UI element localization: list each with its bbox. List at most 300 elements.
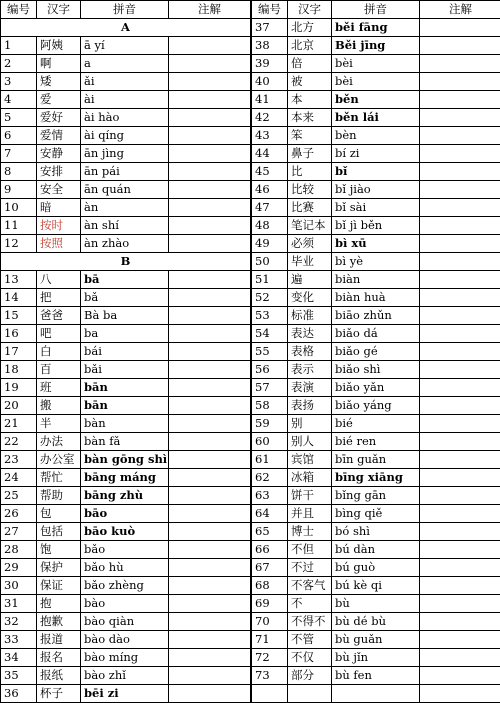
vocab-row bbox=[1, 523, 251, 541]
entry-note bbox=[169, 397, 251, 415]
entry-number: 52 bbox=[252, 289, 288, 307]
entry-hanzi: 报道 bbox=[37, 631, 81, 649]
entry-note bbox=[169, 415, 251, 433]
entry-hanzi: 笨 bbox=[288, 127, 332, 145]
entry-number: 39 bbox=[252, 55, 288, 73]
vocab-row bbox=[252, 649, 500, 667]
entry-pinyin: bù jǐn bbox=[332, 649, 420, 667]
header-pinyin: 拼音 bbox=[81, 1, 169, 19]
entry-hanzi: 北方 bbox=[288, 19, 332, 37]
entry-pinyin: bǎo hù bbox=[81, 559, 169, 577]
entry-number: 3 bbox=[1, 73, 37, 91]
entry-hanzi: 博士 bbox=[288, 523, 332, 541]
entry-note bbox=[169, 343, 251, 361]
entry-note bbox=[420, 595, 500, 613]
entry-pinyin: bā bbox=[81, 271, 169, 289]
entry-number: 6 bbox=[1, 127, 37, 145]
entry-note bbox=[169, 595, 251, 613]
entry-pinyin: bāo kuò bbox=[81, 523, 169, 541]
vocab-row bbox=[1, 631, 251, 649]
entry-hanzi: 爱 bbox=[37, 91, 81, 109]
entry-note bbox=[420, 631, 500, 649]
entry-number: 42 bbox=[252, 109, 288, 127]
entry-number: 14 bbox=[1, 289, 37, 307]
entry-pinyin: biǎo shì bbox=[332, 361, 420, 379]
vocab-row bbox=[252, 451, 500, 469]
entry-hanzi: 暗 bbox=[37, 199, 81, 217]
entry-number: 15 bbox=[1, 307, 37, 325]
entry-note bbox=[420, 469, 500, 487]
vocab-row bbox=[1, 469, 251, 487]
entry-note bbox=[420, 19, 500, 37]
vocab-row bbox=[252, 127, 500, 145]
entry-note bbox=[169, 127, 251, 145]
entry-number: 4 bbox=[1, 91, 37, 109]
entry-pinyin: ā yí bbox=[81, 37, 169, 55]
vocab-row bbox=[1, 667, 251, 685]
entry-note bbox=[420, 253, 500, 271]
entry-note bbox=[169, 469, 251, 487]
entry-pinyin: bié bbox=[332, 415, 420, 433]
entry-number: 32 bbox=[1, 613, 37, 631]
entry-note bbox=[169, 55, 251, 73]
entry-note bbox=[420, 361, 500, 379]
entry-pinyin: ǎi bbox=[81, 73, 169, 91]
entry-note bbox=[169, 109, 251, 127]
vocab-row bbox=[1, 415, 251, 433]
entry-pinyin: biàn huà bbox=[332, 289, 420, 307]
entry-hanzi: 被 bbox=[288, 73, 332, 91]
entry-pinyin: bào qiàn bbox=[81, 613, 169, 631]
entry-pinyin: àn zhào bbox=[81, 235, 169, 253]
entry-note bbox=[420, 685, 500, 703]
entry-note bbox=[169, 631, 251, 649]
entry-note bbox=[169, 271, 251, 289]
vocab-table-right bbox=[251, 0, 500, 703]
entry-hanzi: 爱好 bbox=[37, 109, 81, 127]
entry-note bbox=[420, 433, 500, 451]
entry-number: 41 bbox=[252, 91, 288, 109]
entry-number: 65 bbox=[252, 523, 288, 541]
entry-number: 20 bbox=[1, 397, 37, 415]
entry-hanzi: 饱 bbox=[37, 541, 81, 559]
entry-hanzi: 不管 bbox=[288, 631, 332, 649]
entry-note bbox=[420, 271, 500, 289]
entry-note bbox=[420, 127, 500, 145]
entry-number: 1 bbox=[1, 37, 37, 55]
header-number: 编号 bbox=[1, 1, 37, 19]
vocab-row bbox=[252, 325, 500, 343]
entry-hanzi: 报纸 bbox=[37, 667, 81, 685]
entry-note bbox=[420, 451, 500, 469]
entry-hanzi: 啊 bbox=[37, 55, 81, 73]
entry-hanzi: 表演 bbox=[288, 379, 332, 397]
entry-number: 31 bbox=[1, 595, 37, 613]
vocab-row bbox=[1, 343, 251, 361]
vocab-row bbox=[1, 235, 251, 253]
entry-hanzi: 把 bbox=[37, 289, 81, 307]
vocab-row bbox=[252, 433, 500, 451]
vocab-row bbox=[1, 55, 251, 73]
vocab-row bbox=[252, 253, 500, 271]
vocab-row bbox=[1, 559, 251, 577]
entry-pinyin: bí zi bbox=[332, 145, 420, 163]
entry-note bbox=[169, 289, 251, 307]
vocab-row bbox=[252, 163, 500, 181]
vocab-row bbox=[1, 379, 251, 397]
vocab-row bbox=[1, 595, 251, 613]
entry-hanzi: 必须 bbox=[288, 235, 332, 253]
entry-number: 68 bbox=[252, 577, 288, 595]
entry-number: 58 bbox=[252, 397, 288, 415]
entry-pinyin: bèi bbox=[332, 73, 420, 91]
entry-pinyin: bǐ sài bbox=[332, 199, 420, 217]
vocab-row bbox=[1, 577, 251, 595]
vocab-row bbox=[1, 685, 251, 703]
entry-hanzi: 鼻子 bbox=[288, 145, 332, 163]
entry-note bbox=[420, 613, 500, 631]
entry-number: 72 bbox=[252, 649, 288, 667]
vocab-row bbox=[1, 199, 251, 217]
entry-note bbox=[169, 145, 251, 163]
entry-number: 5 bbox=[1, 109, 37, 127]
entry-hanzi: 办公室 bbox=[37, 451, 81, 469]
entry-hanzi: 变化 bbox=[288, 289, 332, 307]
entry-note bbox=[420, 163, 500, 181]
entry-number: 34 bbox=[1, 649, 37, 667]
entry-hanzi: 冰箱 bbox=[288, 469, 332, 487]
entry-number: 69 bbox=[252, 595, 288, 613]
entry-number: 19 bbox=[1, 379, 37, 397]
vocab-row bbox=[1, 649, 251, 667]
entry-hanzi: 抱歉 bbox=[37, 613, 81, 631]
entry-pinyin: a bbox=[81, 55, 169, 73]
entry-pinyin: biǎo yáng bbox=[332, 397, 420, 415]
entry-hanzi: 安排 bbox=[37, 163, 81, 181]
vocab-row bbox=[1, 145, 251, 163]
entry-number: 12 bbox=[1, 235, 37, 253]
entry-number: 17 bbox=[1, 343, 37, 361]
entry-number: 54 bbox=[252, 325, 288, 343]
entry-pinyin: bīn guǎn bbox=[332, 451, 420, 469]
entry-hanzi: 不 bbox=[288, 595, 332, 613]
entry-number: 43 bbox=[252, 127, 288, 145]
entry-note bbox=[169, 217, 251, 235]
entry-note bbox=[169, 181, 251, 199]
entry-hanzi: 不但 bbox=[288, 541, 332, 559]
entry-number: 71 bbox=[252, 631, 288, 649]
entry-number: 48 bbox=[252, 217, 288, 235]
header-row bbox=[252, 1, 500, 19]
entry-note bbox=[169, 91, 251, 109]
entry-hanzi: 包 bbox=[37, 505, 81, 523]
entry-hanzi: 不得不 bbox=[288, 613, 332, 631]
entry-hanzi: 杯子 bbox=[37, 685, 81, 703]
entry-number: 23 bbox=[1, 451, 37, 469]
entry-hanzi: 别 bbox=[288, 415, 332, 433]
entry-number: 27 bbox=[1, 523, 37, 541]
vocab-row bbox=[252, 37, 500, 55]
vocab-row bbox=[1, 181, 251, 199]
entry-pinyin: ài qíng bbox=[81, 127, 169, 145]
entry-pinyin: bàn fǎ bbox=[81, 433, 169, 451]
entry-pinyin: bào bbox=[81, 595, 169, 613]
entry-hanzi: 本来 bbox=[288, 109, 332, 127]
entry-number: 30 bbox=[1, 577, 37, 595]
vocab-row bbox=[252, 181, 500, 199]
vocab-row bbox=[1, 433, 251, 451]
header-row bbox=[1, 1, 251, 19]
entry-note bbox=[169, 541, 251, 559]
entry-pinyin: bó shì bbox=[332, 523, 420, 541]
header-hanzi: 汉字 bbox=[288, 1, 332, 19]
vocab-row bbox=[252, 379, 500, 397]
entry-note bbox=[420, 505, 500, 523]
vocab-row bbox=[252, 145, 500, 163]
entry-note bbox=[169, 73, 251, 91]
entry-hanzi: 安静 bbox=[37, 145, 81, 163]
entry-pinyin: bēi zi bbox=[81, 685, 169, 703]
entry-pinyin: bié ren bbox=[332, 433, 420, 451]
entry-hanzi: 宾馆 bbox=[288, 451, 332, 469]
entry-hanzi: 笔记本 bbox=[288, 217, 332, 235]
vocab-row bbox=[1, 505, 251, 523]
vocab-row bbox=[1, 37, 251, 55]
entry-number: 57 bbox=[252, 379, 288, 397]
entry-hanzi: 吧 bbox=[37, 325, 81, 343]
vocab-row bbox=[252, 415, 500, 433]
entry-pinyin: bān bbox=[81, 379, 169, 397]
entry-hanzi: 报名 bbox=[37, 649, 81, 667]
vocab-row bbox=[1, 271, 251, 289]
vocab-row bbox=[252, 667, 500, 685]
header-pinyin: 拼音 bbox=[332, 1, 420, 19]
header-hanzi: 汉字 bbox=[37, 1, 81, 19]
entry-note bbox=[420, 577, 500, 595]
entry-number: 7 bbox=[1, 145, 37, 163]
entry-note bbox=[169, 199, 251, 217]
entry-pinyin: bèn bbox=[332, 127, 420, 145]
vocab-row bbox=[252, 505, 500, 523]
entry-hanzi: 半 bbox=[37, 415, 81, 433]
entry-number: 11 bbox=[1, 217, 37, 235]
entry-number: 61 bbox=[252, 451, 288, 469]
entry-note bbox=[420, 325, 500, 343]
entry-pinyin: biāo zhǔn bbox=[332, 307, 420, 325]
entry-hanzi: 表扬 bbox=[288, 397, 332, 415]
section-letter: B bbox=[1, 253, 251, 271]
vocab-row bbox=[252, 289, 500, 307]
entry-pinyin: ān jìng bbox=[81, 145, 169, 163]
entry-note bbox=[420, 289, 500, 307]
vocab-row bbox=[252, 685, 500, 703]
entry-number: 46 bbox=[252, 181, 288, 199]
entry-note bbox=[169, 235, 251, 253]
entry-pinyin: Bà ba bbox=[81, 307, 169, 325]
entry-hanzi: 部分 bbox=[288, 667, 332, 685]
entry-pinyin: bǎo zhèng bbox=[81, 577, 169, 595]
vocab-row bbox=[1, 397, 251, 415]
entry-note bbox=[420, 541, 500, 559]
entry-note bbox=[169, 361, 251, 379]
entry-number: 2 bbox=[1, 55, 37, 73]
vocab-rows-right bbox=[252, 19, 500, 703]
entry-number: 16 bbox=[1, 325, 37, 343]
entry-hanzi: 矮 bbox=[37, 73, 81, 91]
vocab-row bbox=[252, 577, 500, 595]
vocab-row bbox=[1, 613, 251, 631]
vocab-rows-left bbox=[1, 19, 251, 703]
section-header-row bbox=[1, 19, 251, 37]
entry-pinyin: bái bbox=[81, 343, 169, 361]
entry-pinyin: bào dào bbox=[81, 631, 169, 649]
entry-note bbox=[420, 199, 500, 217]
vocab-row bbox=[252, 271, 500, 289]
vocab-row bbox=[1, 541, 251, 559]
entry-hanzi: 阿姨 bbox=[37, 37, 81, 55]
vocab-row bbox=[1, 91, 251, 109]
entry-number: 28 bbox=[1, 541, 37, 559]
entry-number: 25 bbox=[1, 487, 37, 505]
entry-note bbox=[420, 55, 500, 73]
entry-hanzi: 保证 bbox=[37, 577, 81, 595]
entry-pinyin: bù guǎn bbox=[332, 631, 420, 649]
entry-pinyin: bèi bbox=[332, 55, 420, 73]
vocab-row bbox=[252, 73, 500, 91]
entry-number: 18 bbox=[1, 361, 37, 379]
vocab-row bbox=[252, 559, 500, 577]
entry-number: 26 bbox=[1, 505, 37, 523]
entry-pinyin: bù dé bù bbox=[332, 613, 420, 631]
section-header-row bbox=[1, 253, 251, 271]
entry-number: 35 bbox=[1, 667, 37, 685]
entry-hanzi: 倍 bbox=[288, 55, 332, 73]
entry-note bbox=[420, 73, 500, 91]
entry-hanzi: 不仅 bbox=[288, 649, 332, 667]
vocab-row bbox=[252, 91, 500, 109]
entry-note bbox=[169, 325, 251, 343]
entry-hanzi: 班 bbox=[37, 379, 81, 397]
entry-pinyin: Běi jīng bbox=[332, 37, 420, 55]
entry-note bbox=[169, 613, 251, 631]
entry-hanzi: 包括 bbox=[37, 523, 81, 541]
vocab-row bbox=[1, 289, 251, 307]
entry-number: 8 bbox=[1, 163, 37, 181]
entry-hanzi: 爸爸 bbox=[37, 307, 81, 325]
vocab-row bbox=[252, 217, 500, 235]
entry-hanzi: 帮助 bbox=[37, 487, 81, 505]
entry-pinyin: biǎo gé bbox=[332, 343, 420, 361]
entry-number: 62 bbox=[252, 469, 288, 487]
entry-number: 21 bbox=[1, 415, 37, 433]
entry-note bbox=[420, 523, 500, 541]
entry-number: 10 bbox=[1, 199, 37, 217]
entry-pinyin: biàn bbox=[332, 271, 420, 289]
entry-pinyin: bìng qiě bbox=[332, 505, 420, 523]
entry-number: 9 bbox=[1, 181, 37, 199]
entry-hanzi: 本 bbox=[288, 91, 332, 109]
entry-hanzi: 比赛 bbox=[288, 199, 332, 217]
entry-hanzi: 按照 bbox=[37, 235, 81, 253]
entry-number: 40 bbox=[252, 73, 288, 91]
entry-hanzi: 搬 bbox=[37, 397, 81, 415]
entry-note bbox=[169, 559, 251, 577]
entry-pinyin: bǎo bbox=[81, 541, 169, 559]
vocab-row bbox=[252, 343, 500, 361]
entry-note bbox=[169, 577, 251, 595]
header-note: 注解 bbox=[169, 1, 251, 19]
entry-number: 59 bbox=[252, 415, 288, 433]
header-note: 注解 bbox=[420, 1, 500, 19]
entry-note bbox=[420, 91, 500, 109]
entry-pinyin: bù bbox=[332, 595, 420, 613]
entry-number: 29 bbox=[1, 559, 37, 577]
vocab-row bbox=[252, 523, 500, 541]
entry-note bbox=[420, 181, 500, 199]
entry-pinyin: bāo bbox=[81, 505, 169, 523]
vocab-row bbox=[252, 397, 500, 415]
entry-pinyin: bǐ bbox=[332, 163, 420, 181]
entry-hanzi: 毕业 bbox=[288, 253, 332, 271]
entry-pinyin: bǐ jiào bbox=[332, 181, 420, 199]
entry-hanzi: 白 bbox=[37, 343, 81, 361]
entry-note bbox=[169, 379, 251, 397]
vocab-row bbox=[1, 361, 251, 379]
entry-hanzi: 八 bbox=[37, 271, 81, 289]
entry-note bbox=[169, 649, 251, 667]
entry-note bbox=[169, 163, 251, 181]
entry-pinyin: bāng máng bbox=[81, 469, 169, 487]
entry-pinyin: àn bbox=[81, 199, 169, 217]
entry-number: 37 bbox=[252, 19, 288, 37]
entry-number: 44 bbox=[252, 145, 288, 163]
entry-hanzi: 饼干 bbox=[288, 487, 332, 505]
vocab-row bbox=[1, 109, 251, 127]
entry-hanzi: 保护 bbox=[37, 559, 81, 577]
entry-note bbox=[420, 397, 500, 415]
entry-note bbox=[420, 307, 500, 325]
entry-hanzi: 抱 bbox=[37, 595, 81, 613]
vocab-row bbox=[252, 55, 500, 73]
entry-pinyin: bǐng gān bbox=[332, 487, 420, 505]
vocab-row bbox=[252, 109, 500, 127]
entry-pinyin: àn shí bbox=[81, 217, 169, 235]
entry-hanzi: 并且 bbox=[288, 505, 332, 523]
entry-hanzi: 爱情 bbox=[37, 127, 81, 145]
entry-hanzi: 按时 bbox=[37, 217, 81, 235]
entry-hanzi bbox=[288, 685, 332, 703]
entry-note bbox=[420, 649, 500, 667]
entry-number: 73 bbox=[252, 667, 288, 685]
entry-number: 22 bbox=[1, 433, 37, 451]
entry-note bbox=[169, 433, 251, 451]
entry-number: 50 bbox=[252, 253, 288, 271]
entry-hanzi: 安全 bbox=[37, 181, 81, 199]
vocab-row bbox=[252, 487, 500, 505]
entry-number: 63 bbox=[252, 487, 288, 505]
entry-hanzi: 不过 bbox=[288, 559, 332, 577]
entry-pinyin: bì xū bbox=[332, 235, 420, 253]
entry-number: 24 bbox=[1, 469, 37, 487]
entry-pinyin: ān quán bbox=[81, 181, 169, 199]
entry-pinyin: biǎo dá bbox=[332, 325, 420, 343]
entry-pinyin: biǎo yǎn bbox=[332, 379, 420, 397]
vocab-row bbox=[252, 361, 500, 379]
entry-number: 36 bbox=[1, 685, 37, 703]
vocab-row bbox=[252, 19, 500, 37]
entry-pinyin: bǎ bbox=[81, 289, 169, 307]
entry-note bbox=[169, 37, 251, 55]
